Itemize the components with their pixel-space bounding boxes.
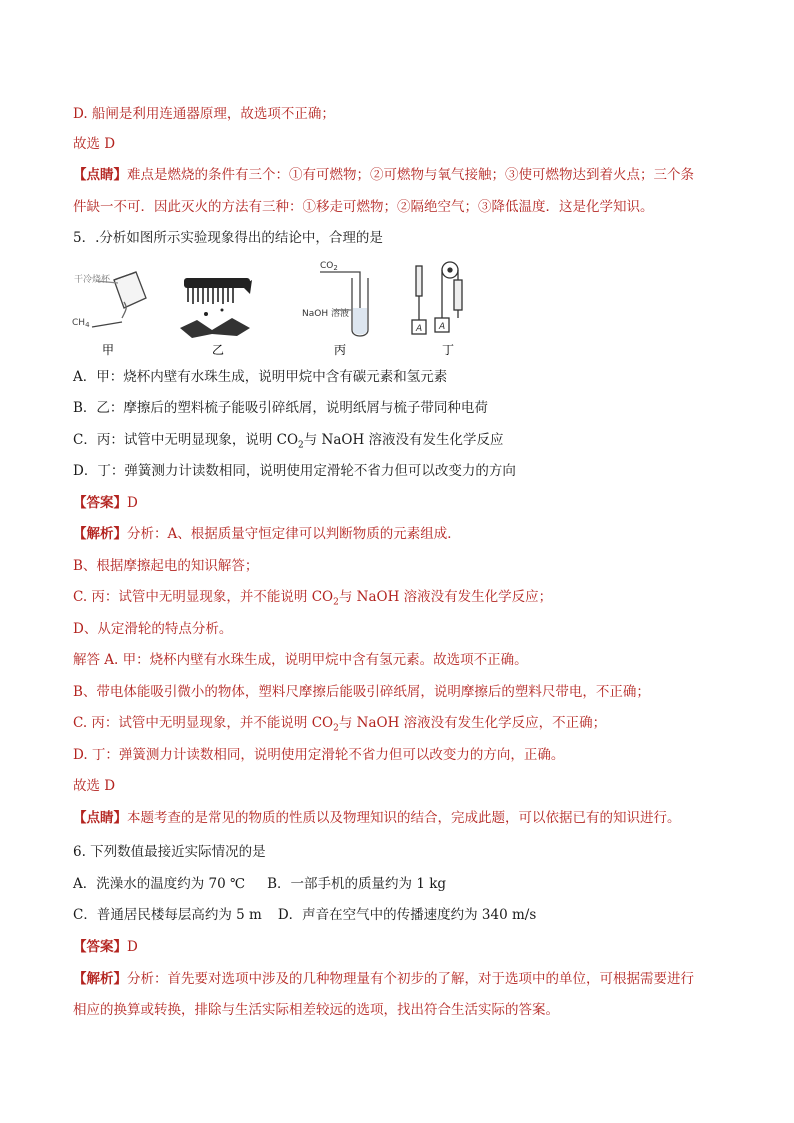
question-5-stem: 5．.分析如图所示实验现象得出的结论中，合理的是: [73, 230, 383, 246]
question-5-option-b: B．乙：摩擦后的塑料梳子能吸引碎纸屑，说明纸屑与梳子带同种电荷: [73, 400, 488, 416]
q6-option-c: C．普通居民楼每层高约为 5 m: [73, 907, 262, 923]
caption-yi: 乙: [212, 343, 225, 357]
solution-c: C. 丙：试管中无明显现象，并不能说明 $CO_2$与 NaOH 溶液没有发生化学反应，不正确；: [73, 715, 607, 734]
analysis-2-line-1: 【解析】分析：首先要对选项中涉及的几种物理量有个初步的了解，对于选项中的单位，可根据需要进行: [73, 971, 694, 987]
note-2: 【点睛】本题考查的是常见的物质的性质以及物理知识的结合，完成此题，可以依据已有的知识进行。: [73, 810, 681, 826]
solution-d: D. 丁：弹簧测力计读数相同，说明使用定滑轮不省力但可以改变力的方向，正确。: [73, 747, 565, 763]
analysis-2-line-2: 相应的换算或转换，排除与生活实际相差较远的选项，找出符合生活实际的答案。: [73, 1002, 559, 1018]
question-6-options-ab: [73, 875, 446, 893]
co2-label: $CO_2$: [320, 261, 338, 272]
solution-a: 解答 A. 甲：烧杯内壁有水珠生成，说明甲烷中含有氢元素。故选项不正确。: [73, 652, 528, 668]
test-tube-diagram: [320, 272, 368, 336]
answer-1: 【答案】D: [73, 495, 138, 511]
experiment-figure: [72, 258, 478, 358]
q6-option-b: B．一部手机的质量约为 1 kg: [267, 876, 447, 892]
choose-answer-2: 故选 D: [73, 778, 116, 794]
experiment-illustration: [72, 258, 478, 358]
solution-b: B、带电体能吸引微小的物体，塑料尺摩擦后能吸引碎纸屑，说明摩擦后的塑料尺带电，不正确；: [73, 684, 650, 700]
weight-label-1: A: [416, 324, 423, 334]
previous-option-d: D. 船闸是利用连通器原理，故选项不正确；: [73, 106, 335, 122]
note-text: 难点是燃烧的条件有三个：①有可燃物；②可燃物与氧气接触；③使可燃物达到着火点；三个条: [127, 167, 694, 183]
weight-label-2: A: [439, 322, 446, 332]
note-1-line-1: [73, 166, 694, 184]
question-5-option-a: A．甲：烧杯内壁有水珠生成，说明甲烷中含有碳元素和氢元素: [73, 369, 448, 385]
comb-diagram: [180, 278, 252, 338]
q6-option-d: D．声音在空气中的传播速度约为 340 m/s: [277, 907, 537, 923]
ch4-label: $CH_4$: [72, 318, 90, 329]
analysis-d: D、从定滑轮的特点分析。: [73, 621, 233, 637]
question-6-options-cd: [73, 906, 536, 924]
q6-option-a: A．洗澡水的温度约为 70 ℃: [73, 876, 246, 892]
analysis-b: B、根据摩擦起电的知识解答；: [73, 558, 259, 574]
note-1-line-2: 件缺一不可．因此灭火的方法有三种：①移走可燃物；②隔绝空气；③降低温度．这是化学知识。: [73, 199, 654, 215]
question-5-option-d: D．丁：弹簧测力计读数相同，说明使用定滑轮不省力但可以改变力的方向: [73, 463, 516, 479]
cup-label: 干冷烧杯: [74, 275, 111, 285]
naoh-label: NaOH 溶液: [302, 309, 349, 319]
choose-answer-1: 故选 D: [73, 136, 116, 152]
question-5-option-c: C．丙：试管中无明显现象，说明 $CO_2$与 NaOH 溶液没有发生化学反应: [73, 432, 504, 451]
analysis-1: 【解析】分析：A、根据质量守恒定律可以判断物质的元素组成．: [73, 526, 461, 542]
analysis-c: C. 丙：试管中无明显现象，并不能说明 $CO_2$与 NaOH 溶液没有发生化学反应；: [73, 589, 553, 608]
answer-2: 【答案】D: [73, 939, 138, 955]
note-tag: 【点睛】: [73, 167, 127, 183]
caption-bing: 丙: [334, 343, 347, 357]
question-6-stem: 6. 下列数值最接近实际情况的是: [73, 844, 266, 860]
caption-ding: 丁: [442, 343, 455, 357]
caption-jia: 甲: [102, 343, 115, 357]
